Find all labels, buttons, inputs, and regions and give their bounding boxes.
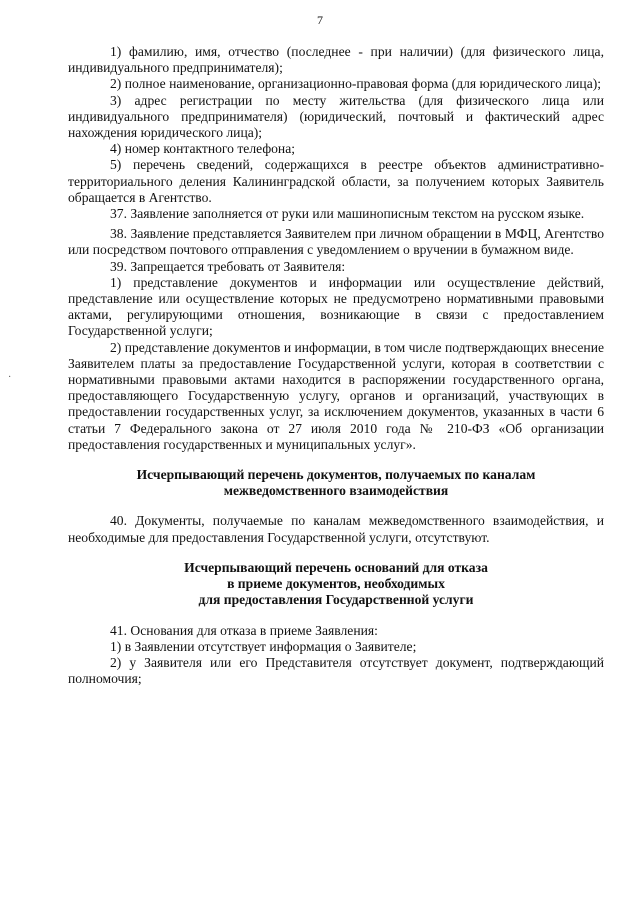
- paragraph-39: 39. Запрещается требовать от Заявителя:: [110, 258, 346, 274]
- paragraph-39-item-1: 1) представление документов и информации или осуществление действий, представление или осуществление которых не предусмотрено нормативными правовыми актами, регулирующими отношения, возникающие в связи с предоставлением Государственной услуги;: [68, 274, 604, 339]
- paragraph-item-3: 3) адрес регистрации по месту жительства (для физического лица или индивидуального предпринимателя) (юридический, почтовый и фактический адрес нахождения юридического лица);: [68, 92, 604, 141]
- section-heading-1-line-1: Исчерпывающий перечень документов, получаемых по каналам: [136, 467, 536, 483]
- paragraph-item-5: 5) перечень сведений, содержащихся в реестре объектов административно-территориального деления Калининградской области, за получением которых Заявитель обращается в Агентство.: [68, 157, 604, 205]
- document-body: [68, 44, 604, 687]
- paragraph-37: 37. Заявление заполняется от руки или машинописным текстом на русском языке.: [110, 206, 585, 222]
- paragraph-41: 41. Основания для отказа в приеме Заявления:: [110, 622, 378, 638]
- paragraph-41-item-1: 1) в Заявлении отсутствует информация о Заявителе;: [110, 638, 417, 654]
- section-heading-1-line-2: межведомственного взаимодействия: [223, 483, 449, 499]
- margin-dot: ·: [8, 372, 12, 383]
- paragraph-item-2: 2) полное наименование, организационно-правовая форма (для юридического лица);: [110, 76, 602, 92]
- section-heading-2-line-2: в приеме документов, необходимых: [227, 576, 445, 592]
- paragraph-38: 38. Заявление представляется Заявителем при личном обращении в МФЦ, Агентство или посредством почтового отправления с уведомлением о вручении в бумажном виде.: [68, 226, 604, 258]
- paragraph-39-item-2: 2) представление документов и информации, в том числе подтверждающих внесение Заявителем платы за предоставление Государственной услуги, которая в соответствии с нормативными правовыми актами находится в распоряжении государственного органа, предоставляющего Государственную услугу, органов и организаций, участвующих в предоставлении государственных услуг, за исключением документов, указанных в части 6 статьи 7 Федерального закона от 27 июля 2010 года № 210-ФЗ «Об организации предоставления государственных и муниципальных услуг».: [68, 339, 604, 452]
- page-number: 7: [317, 13, 323, 27]
- paragraph-40: 40. Документы, получаемые по каналам межведомственного взаимодействия, и необходимые для предоставления Государственной услуги, отсутствуют.: [68, 513, 604, 545]
- paragraph-item-4: 4) номер контактного телефона;: [110, 141, 296, 157]
- paragraph-41-item-2: 2) у Заявителя или его Представителя отсутствует документ, подтверждающий полномочия;: [68, 654, 604, 687]
- section-heading-2-line-1: Исчерпывающий перечень оснований для отказа: [184, 559, 488, 575]
- paragraph-item-1: 1) фамилию, имя, отчество (последнее - при наличии) (для физического лица, индивидуального предпринимателя);: [68, 44, 604, 76]
- section-heading-2-line-3: для предоставления Государственной услуги: [198, 592, 474, 608]
